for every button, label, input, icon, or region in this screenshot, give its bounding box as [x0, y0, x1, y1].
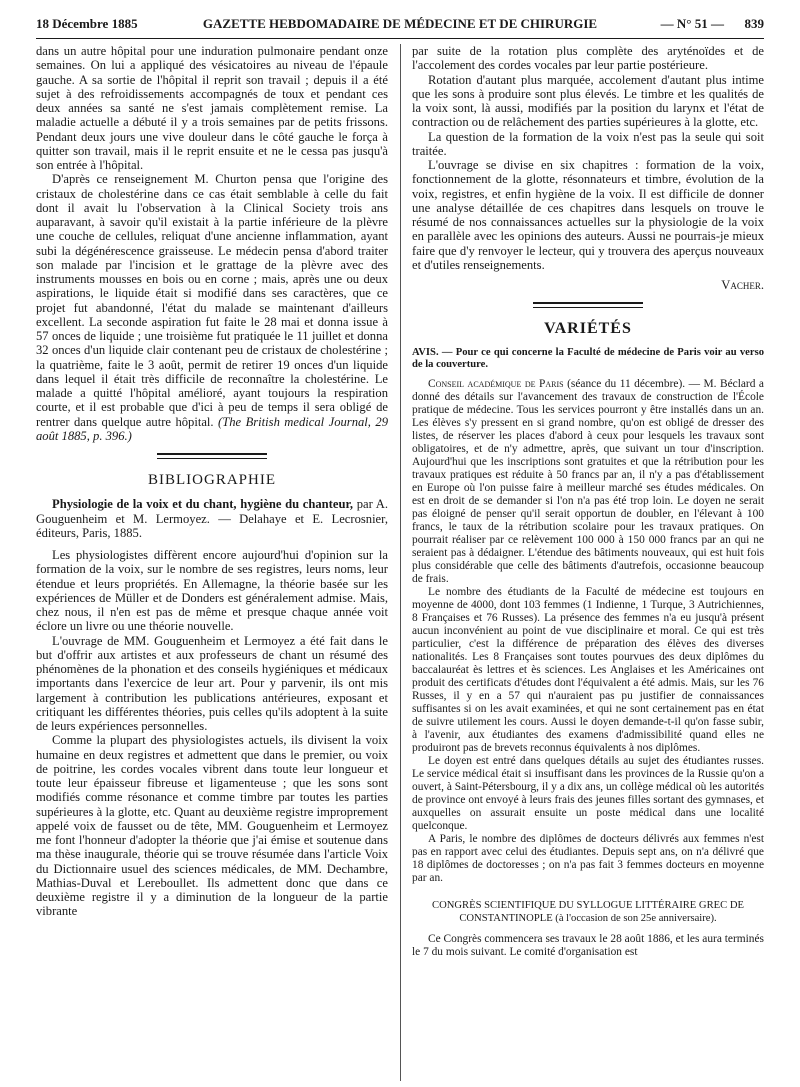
citation: (The British medical Journal, 29 août 1885, p. 396.) — [36, 414, 388, 443]
issue-number: — N° 51 — — [660, 16, 724, 31]
news-paragraph: Le nombre des étudiants de la Faculté de médecine est toujours en moyenne de 4000, dont 103 femmes (1 Indienne, 1 Turque, 3 Autrichiennes, 8 Françaises et 76 Russes). La présence des femmes n'a eu jusqu'à présent aucun inconvénient au point de vue disciplinaire et moral. Ce qui est très particulier, c'est la différence de préparation des élèves des diverses nationalités. Les 8 Françaises sont toutes pourvues des deux diplômes du baccalauréat ès lettres et ès sciences. Les Anglaises et les Américaines ont produit des certificats d'études dont l'équivalent a été admis. Mais, sur les 76 Russes, il y en a 57 qui n'auraient pas pu justifier de connaissances suffisantes si on les avait examinées, et qui ne sont certainement pas en état de suivre utilement les cours. Aussi le doyen demande-t-il qu'on fasse subir, à l'avenir, aux étudiantes des examens d'admissibilité quand elles ne produiront pas de brevets reconnus équivalents à nos diplômes. — [412, 585, 764, 754]
notice: AVIS. — Pour ce qui concerne la Faculté de médecine de Paris voir au verso de la couverture. — [412, 346, 764, 370]
review-paragraph: La question de la formation de la voix n'est pas la seule qui soit traitée. — [412, 129, 764, 158]
book-reference — [36, 497, 388, 540]
review-paragraph: Rotation d'autant plus marquée, accolement d'autant plus intime que les sons à produire sont plus élevés. Le timbre et les qualités de la voix sont, là aussi, modifiés par la position du larynx et l'état de contraction ou de relâchement des parties supérieures à la glotte, etc. — [412, 72, 764, 130]
news-paragraph: Le doyen est entré dans quelques détails au sujet des étudiantes russes. Le service médical était si insuffisant dans les provinces de la Russie qu'on a ouvert, à Saint-Pétersbourg, il y a dix ans, un collège médical où les autorités de province ont envoyé à leurs frais des jeunes filles sortant des gymnases, et auxquelles on assurait ensuite un poste médical dans une localité quelconque. — [412, 754, 764, 832]
section-title-bibliographie: BIBLIOGRAPHIE — [148, 472, 276, 488]
news-paragraph: A Paris, le nombre des diplômes de docteurs délivrés aux femmes n'est pas en rapport avec celui des étudiantes. Depuis sept ans, on n'a délivré que 18 diplômes de doctoresses ; on n'a pas fait 3 femmes docteurs en moyenne par an. — [412, 832, 764, 884]
journal-title: GAZETTE HEBDOMADAIRE DE MÉDECINE ET DE CHIRURGIE — [202, 16, 598, 31]
book-authors: par A. Gouguenheim et M. Lermoyez. — Delahaye et E. Lecrosnier, éditeurs, Paris, 1885. — [36, 497, 388, 540]
right-column — [412, 44, 764, 1081]
section-separator — [157, 453, 267, 459]
book-title: Physiologie de la voix et du chant, hygiène du chanteur, — [52, 497, 354, 512]
review-paragraph: L'ouvrage se divise en six chapitres : formation de la voix, fonctionnement de la glotte, résonnateurs et timbre, évolution de la voix, registres, et enfin hygiène de la voix. Il est difficile de donner une analyse détaillée de ces chapitres dans lesquels on trouve le résumé de nos connaissances actuelles sur la physiologie de la voix en parallèle avec les opinions des auteurs. Aussi ne pourrais-je mieux faire que d'y renvoyer le lecteur, qui y trouvera des aperçus nouveaux et d'utiles renseignements. — [412, 158, 764, 272]
case-report-paragraph: dans un autre hôpital pour une induration pulmonaire pendant onze semaines. On lui a appliqué des vésicatoires au niveau de l'épaule gauche. A sa sortie de l'hôpital il reprit son travail ; depuis il a été sujet à des refroidissements accompagnés de toux et pendant ces deux années sa santé ne s'est jamais complètement remise. La maladie actuelle a débuté il y a trois semaines par de petits frissons. Pendant deux jours une vive douleur dans le côté gauche le força à quitter son travail, mais il le reprit ensuite et ne le cessa pas jusqu'à son entrée à l'hôpital. — [36, 44, 388, 172]
page-number: 839 — [744, 16, 764, 31]
congress-heading: CONGRÈS SCIENTIFIQUE DU SYLLOGUE LITTÉRAIRE GREC DE CONSTANTINOPLE (à l'occasion de son 25e anniversaire). — [432, 899, 744, 924]
review-paragraph: L'ouvrage de MM. Gouguenheim et Lermoyez a été fait dans le but d'offrir aux artistes et aux professeurs de chant un résumé des phénomènes de la phonation et des conseils hygiéniques et médicaux importants dans l'exercice de leur art. Pour y parvenir, ils ont mis largement à contribution les publications antérieures, exposant et critiquant les différentes théories, puis celles qu'ils adoptent à la suite de leurs expériences personnelles. — [36, 633, 388, 733]
case-report-text: D'après ce renseignement M. Churton pensa que l'origine des cristaux de cholestérine dans ce cas était semblable à celle du fait dont il avait lu l'observation à la Clinical Society trois ans auparavant, à savoir qu'il existait à la partie inférieure de la plèvre une couche de cellules, reliquat d'une ancienne inflammation, ayant subi la dégénérescence graisseuse. Le médecin pensa d'abord traiter son malade par l'incision et le grattage de la plèvre avec des instruments mousses en bois ou en corne ; mais, après une ou deux aspirations, le liquide était si modifié dans ses caractères, que ce projet fut abandonné, l'état du malade se maintenant d'ailleurs excellent. La seconde aspiration fut faite le 28 mai et donna issue à 57 onces de liquide ; une troisième fut pratiquée le 11 juillet et donna 32 onces d'un liquide clair contenant peu de cristaux de cholestérine ; la quatrième, faite le 3 août, permit de retirer 19 onces d'un liquide dans lequel il était très difficile de reconnaître la cholestérine. Le malade a quitté l'hôpital amélioré, ayant toujours la respiration courte, et il est probable que d'ici à peu de temps il sera obligé de rentrer dans quelque autre hôpital. — [36, 172, 388, 429]
review-paragraph: Les physiologistes diffèrent encore aujourd'hui d'opinion sur la formation de la voix, sur le nombre de ses registres, leurs noms, leur étendue et leurs propriétés. En Allemagne, la théorie basée sur les expériences de Müller et de Donders est généralement admise. Mais, chez nous, il n'en est pas de même et presque chaque année voit éclore un livre ou une théorie nouvelle. — [36, 548, 388, 634]
column-rule — [400, 44, 401, 1081]
section-separator — [533, 302, 643, 308]
left-column — [36, 44, 388, 1081]
news-text: (séance du 11 décembre). — M. Béclard a donné des détails sur l'avancement des travaux de construction de l'École pratique de médecine. Tous les services pourront y être installés dans un an. Les élèves s'y pressent en si grand nombre, qu'on est obligé de dresser des listes, de réserver les places d'abord à ceux pour lesquels les travaux sont obligatoires, et de n'y admettre, après, que suivant un tour d'inscription. Aujourd'hui que les inscriptions sont gratuites et que la rétribution pour les travaux pratiques est réduite à 50 francs par an, il n'y a pas d'établissement en Europe où l'on puisse faire à meilleur marché ses études médicales. On est en droit de se demander si l'on n'a pas été trop loin. Le doyen ne serait pas éloigné de penser qu'il serait opportun de doubler, en l'élevant à 100 francs, le taux de la rétribution scolaire pour les travaux pratiques. On pourrait réaliser par ce relèvement 100 000 à 150 000 francs par an qui ne seraient pas à dédaigner. L'étendue des bâtiments nouveaux, qui est huit fois plus considérable que celle des bâtiments d'autrefois, occasionne beaucoup de frais. — [412, 377, 764, 585]
case-report-paragraph — [36, 172, 388, 443]
section-title-varietes: VARIÉTÉS — [544, 320, 632, 338]
running-header — [36, 10, 764, 39]
author-signature: Vacher. — [721, 278, 764, 292]
header-date: 18 Décembre 1885 — [36, 16, 138, 31]
news-lead: Conseil académique de Paris — [428, 377, 564, 390]
review-paragraph: Comme la plupart des physiologistes actuels, ils divisent la voix humaine en deux registres et admettent que dans le premier, ou voix de poitrine, les cordes vocales vibrent dans toute leur longueur et toute leur épaisseur fibreuse et ligamenteuse ; que les sons sont modifiés comme résonance et comme timbre par toutes les parties supérieures à la glotte, etc. Quant au deuxième registre improprement appelé voix de fausset ou de tête, MM. Gouguenheim et Lermoyez me font l'honneur d'adopter la théorie que j'ai émise et soutenue dans ma thèse inaugurale, théorie qui se trouve résumée dans l'article Voix du Dictionnaire usuel des sciences médicales, de MM. Dechambre, Mathias-Duval et Lereboullet. Ils admettent donc que dans ce deuxième registre il y a diminution de la longueur de la partie vibrante — [36, 733, 388, 919]
news-paragraph: Ce Congrès commencera ses travaux le 28 août 1886, et les aura terminés le 7 du mois suivant. Le comité d'organisation est — [412, 932, 764, 958]
review-paragraph: par suite de la rotation plus complète des aryténoïdes et de l'accolement des cordes vocales par leur partie postérieure. — [412, 44, 764, 73]
news-paragraph — [412, 378, 764, 586]
